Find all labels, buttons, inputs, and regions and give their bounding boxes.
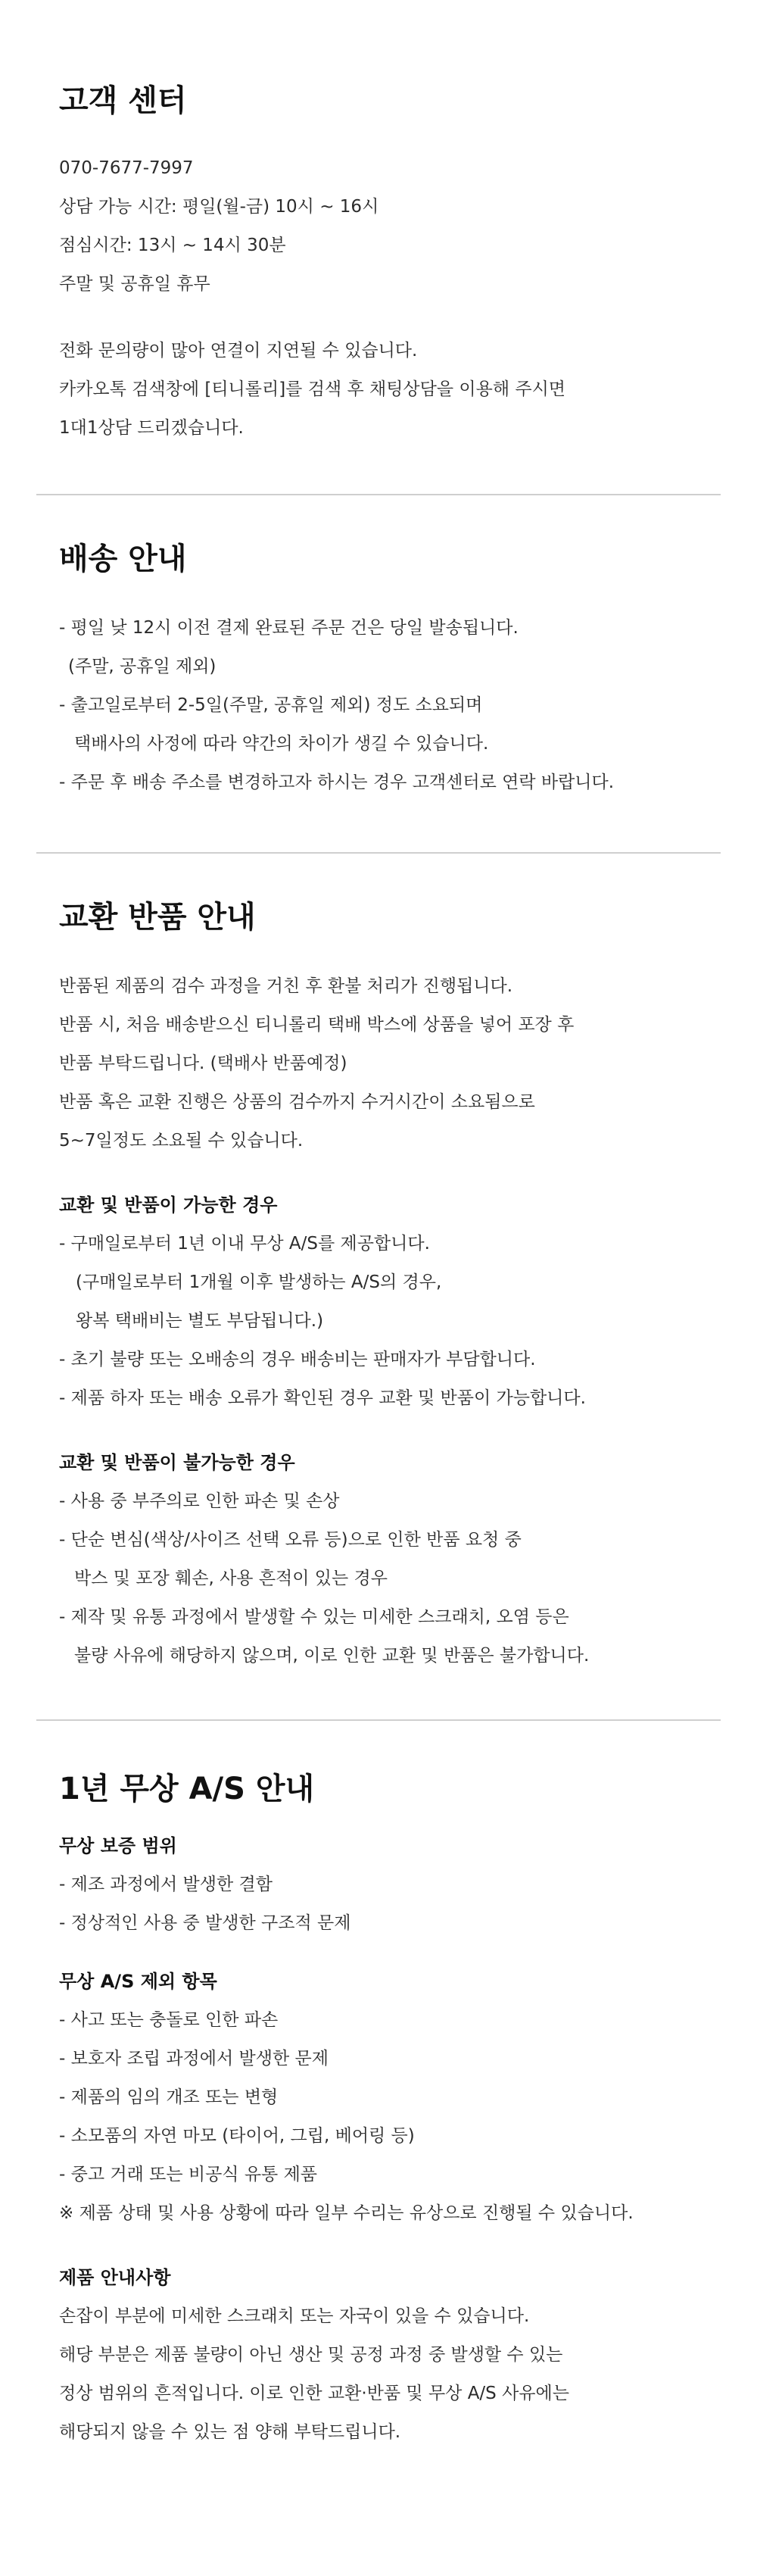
paid-repair-note: ※ 제품 상태 및 사용 상황에 따라 일부 수리는 유상으로 진행될 수 있습니다. bbox=[59, 2203, 634, 2223]
impossible-case-line: - 사용 중 부주의로 인한 파손 및 손상 bbox=[59, 1491, 340, 1511]
impossible-case-line: - 제작 및 유통 과정에서 발생할 수 있는 미세한 스크래치, 오염 등은 bbox=[59, 1607, 569, 1627]
exchange-section bbox=[59, 896, 710, 1675]
cs-notice-line: 전화 문의량이 많아 연결이 지연될 수 있습니다. bbox=[59, 341, 418, 361]
phone-number: 070-7677-7997 bbox=[59, 158, 194, 178]
exchange-intro-line: 반품된 제품의 검수 과정을 거친 후 환불 처리가 진행됩니다. bbox=[59, 976, 513, 996]
possible-case-line: - 제품 하자 또는 배송 오류가 확인된 경우 교환 및 반품이 가능합니다. bbox=[59, 1388, 586, 1408]
product-notice-line: 해당 부분은 제품 불량이 아닌 생산 및 공정 과정 중 발생할 수 있는 bbox=[59, 2345, 563, 2365]
impossible-case-line: 불량 사유에 해당하지 않으며, 이로 인한 교환 및 반품은 불가합니다. bbox=[74, 1646, 590, 1666]
shipping-line: - 평일 낮 12시 이전 결제 완료된 주문 건은 당일 발송됩니다. bbox=[59, 618, 519, 638]
exchange-intro-line: 반품 혹은 교환 진행은 상품의 검수까지 수거시간이 소요됨으로 bbox=[59, 1092, 535, 1112]
section-divider bbox=[36, 1719, 721, 1721]
product-notice-line: 정상 범위의 흔적입니다. 이로 인한 교환·반품 및 무상 A/S 사유에는 bbox=[59, 2384, 569, 2403]
excluded-item-line: - 제품의 임의 개조 또는 변형 bbox=[59, 2087, 279, 2107]
shipping-line: 택배사의 사정에 따라 약간의 차이가 생길 수 있습니다. bbox=[74, 734, 489, 754]
shipping-line: - 주문 후 배송 주소를 변경하고자 하시는 경우 고객센터로 연락 바랍니다. bbox=[59, 773, 615, 792]
cs-notice-line: 카카오톡 검색창에 [티니롤리]를 검색 후 채팅상담을 이용해 주시면 bbox=[59, 379, 566, 399]
as-title: 1년 무상 A/S 안내 bbox=[59, 1772, 315, 1806]
possible-case-line: 왕복 택배비는 별도 부담됩니다.) bbox=[76, 1311, 324, 1331]
excluded-items-title: 무상 A/S 제외 항목 bbox=[59, 1971, 217, 1992]
impossible-cases-title: 교환 및 반품이 불가능한 경우 bbox=[59, 1452, 295, 1473]
customer-center-section bbox=[59, 80, 710, 448]
consult-hours: 상담 가능 시간: 평일(월-금) 10시 ~ 16시 bbox=[59, 197, 379, 217]
excluded-item-line: - 사고 또는 충돌로 인한 파손 bbox=[59, 2010, 279, 2030]
exchange-intro-line: 반품 부탁드립니다. (택배사 반품예정) bbox=[59, 1054, 347, 1073]
impossible-case-line: - 단순 변심(색상/사이즈 선택 오류 등)으로 인한 반품 요청 중 bbox=[59, 1530, 522, 1550]
shipping-title: 배송 안내 bbox=[59, 542, 187, 576]
product-notice-title: 제품 안내사항 bbox=[59, 2267, 171, 2288]
possible-case-line: (구매일로부터 1개월 이후 발생하는 A/S의 경우, bbox=[76, 1272, 442, 1292]
section-divider bbox=[36, 494, 721, 495]
shipping-line: - 출고일로부터 2-5일(주말, 공휴일 제외) 정도 소요되며 bbox=[59, 695, 483, 715]
holiday-notice: 주말 및 공휴일 휴무 bbox=[59, 274, 210, 294]
shipping-section bbox=[59, 538, 710, 802]
impossible-case-line: 박스 및 포장 훼손, 사용 흔적이 있는 경우 bbox=[74, 1569, 388, 1588]
customer-center-title: 고객 센터 bbox=[59, 83, 187, 118]
as-section bbox=[59, 1768, 710, 2452]
lunch-hours: 점심시간: 13시 ~ 14시 30분 bbox=[59, 236, 286, 255]
product-notice-line: 해당되지 않을 수 있는 점 양해 부탁드립니다. bbox=[59, 2422, 401, 2442]
possible-case-line: - 구매일로부터 1년 이내 무상 A/S를 제공합니다. bbox=[59, 1234, 430, 1254]
warranty-scope-line: - 정상적인 사용 중 발생한 구조적 문제 bbox=[59, 1913, 351, 1933]
possible-cases-title: 교환 및 반품이 가능한 경우 bbox=[59, 1194, 278, 1216]
exchange-intro-line: 5~7일정도 소요될 수 있습니다. bbox=[59, 1131, 304, 1151]
possible-case-line: - 초기 불량 또는 오배송의 경우 배송비는 판매자가 부담합니다. bbox=[59, 1350, 536, 1369]
excluded-item-line: - 중고 거래 또는 비공식 유통 제품 bbox=[59, 2165, 317, 2184]
exchange-intro-line: 반품 시, 처음 배송받으신 티니롤리 택배 박스에 상품을 넣어 포장 후 bbox=[59, 1015, 575, 1035]
exchange-title: 교환 반품 안내 bbox=[59, 900, 256, 935]
cs-notice-line: 1대1상담 드리겠습니다. bbox=[59, 418, 244, 438]
excluded-item-line: - 보호자 조립 과정에서 발생한 문제 bbox=[59, 2049, 329, 2069]
excluded-item-line: - 소모품의 자연 마모 (타이어, 그립, 베어링 등) bbox=[59, 2126, 415, 2146]
section-divider bbox=[36, 852, 721, 854]
warranty-scope-title: 무상 보증 범위 bbox=[59, 1835, 177, 1856]
shipping-line: (주말, 공휴일 제외) bbox=[68, 657, 217, 676]
product-notice-line: 손잡이 부분에 미세한 스크래치 또는 자국이 있을 수 있습니다. bbox=[59, 2306, 530, 2326]
warranty-scope-line: - 제조 과정에서 발생한 결함 bbox=[59, 1875, 273, 1894]
